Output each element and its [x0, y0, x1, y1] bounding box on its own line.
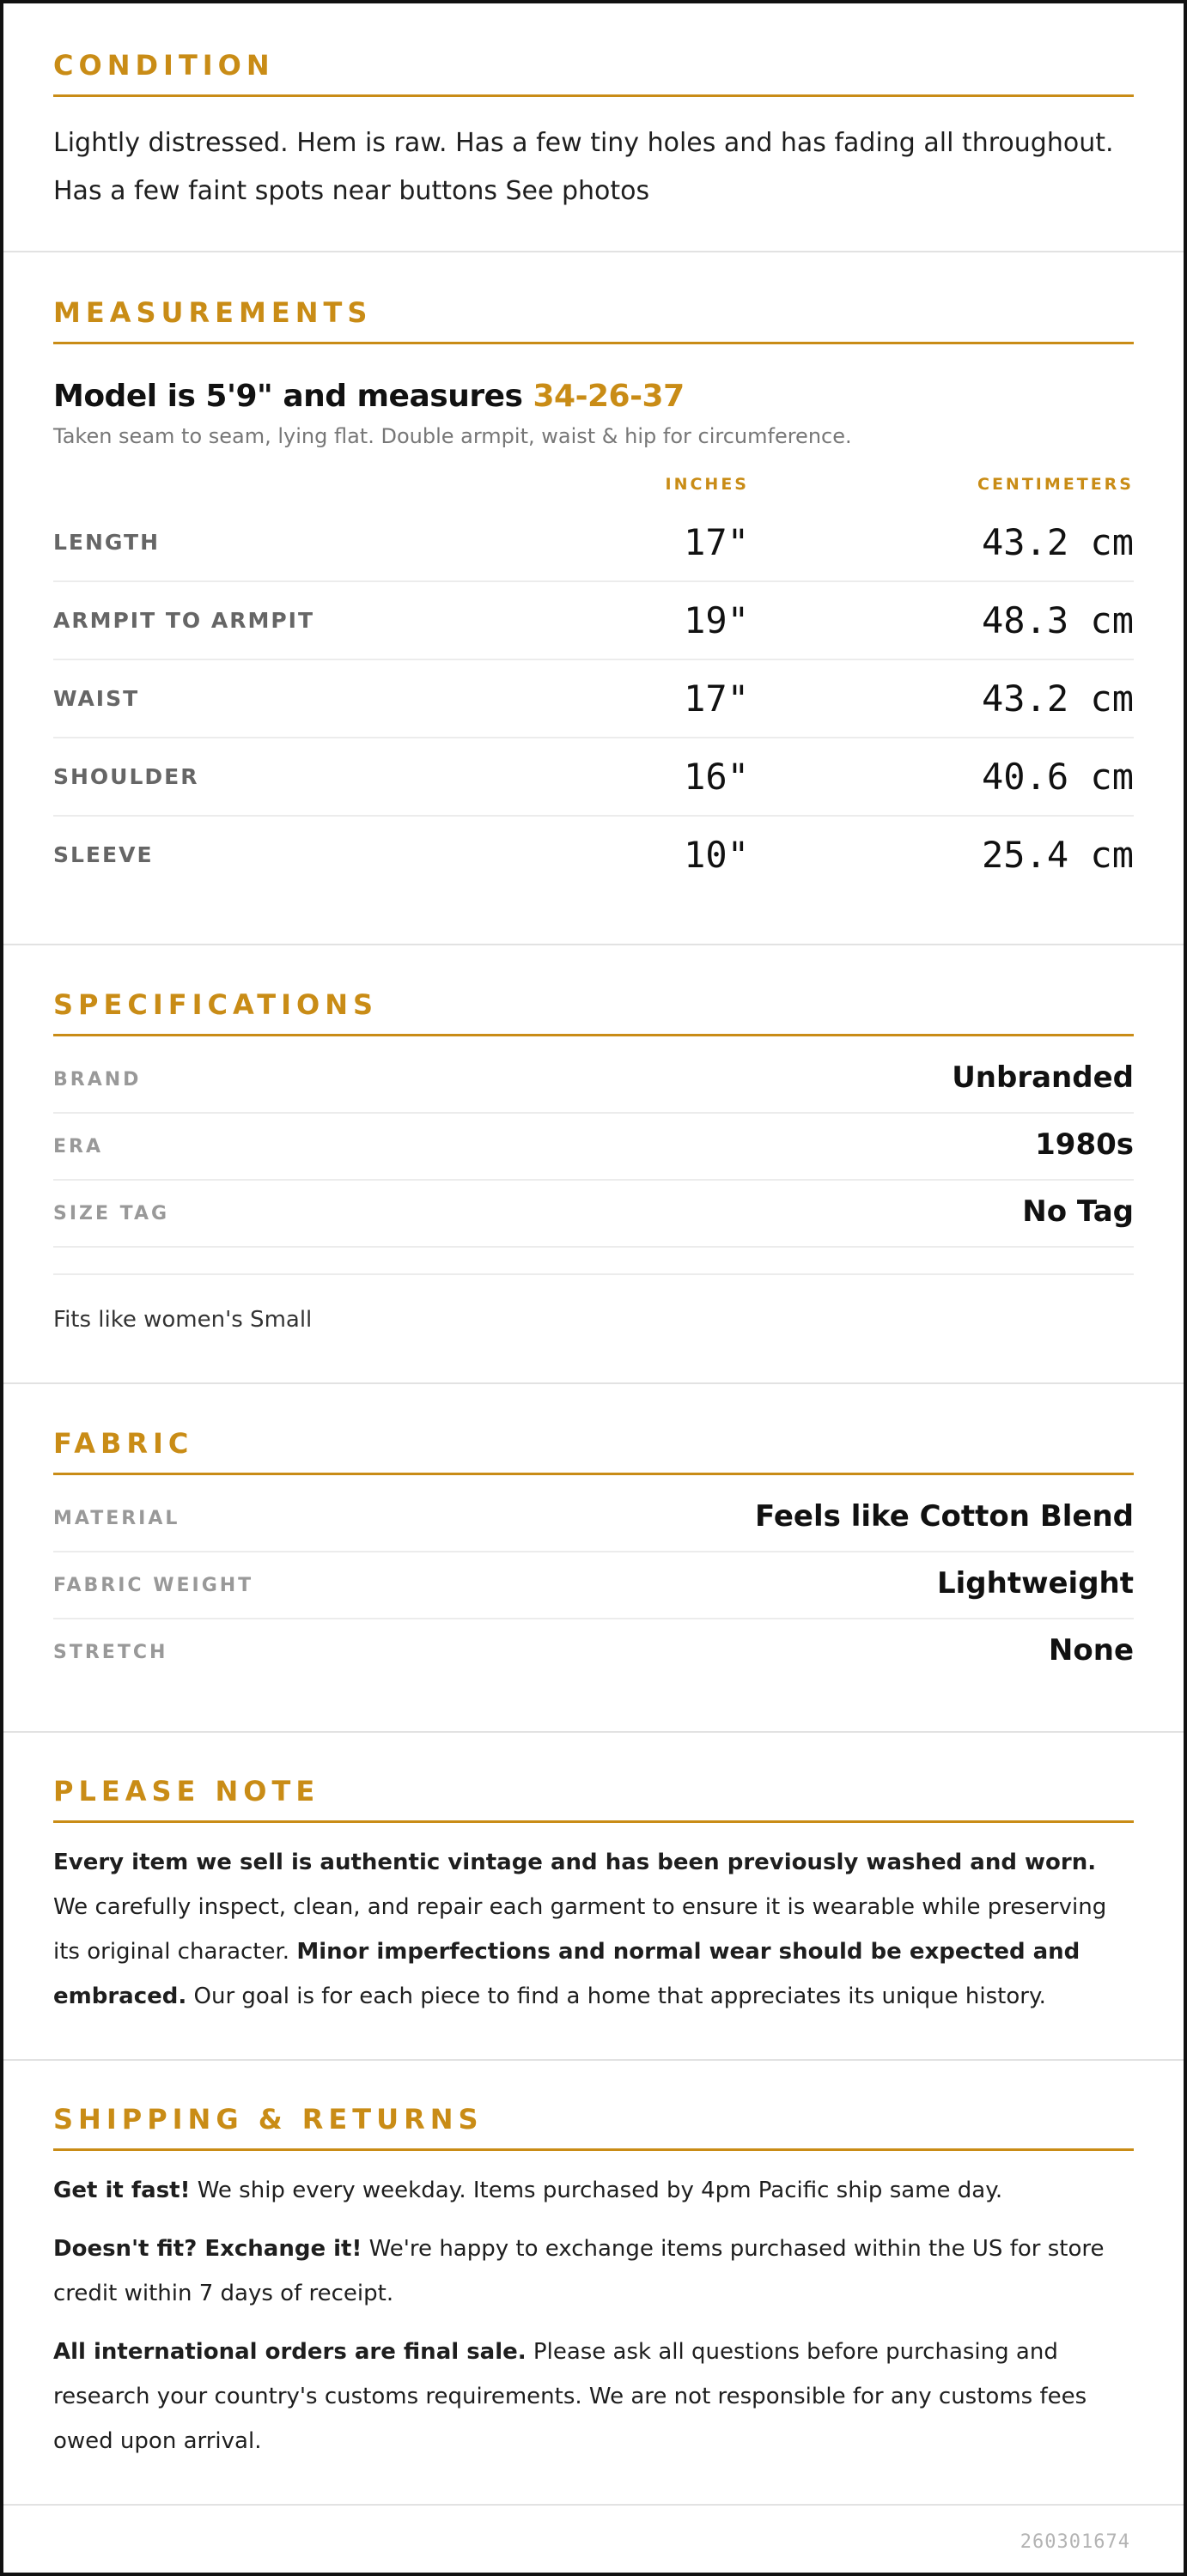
condition-line-2: Has a few faint spots near buttons See photos	[53, 176, 650, 206]
fabric-rule	[53, 1473, 1134, 1475]
measurement-inches: 10"	[684, 834, 749, 876]
spec-label: STRETCH	[53, 1642, 168, 1663]
measurement-row-sleeve	[53, 817, 1134, 895]
measurement-inches: 16"	[684, 756, 749, 798]
shipping-text-1: We ship every weekday. Items purchased by 4pm Pacific ship same day.	[190, 2178, 1003, 2203]
fabric-heading: FABRIC	[53, 1427, 194, 1460]
please-note-text-1: We carefully inspect, clean, and repair each garment to ensure it is wearable while preserving its original character.	[53, 1894, 1107, 1965]
spec-row-era	[53, 1114, 1134, 1181]
condition-section	[3, 48, 1184, 216]
condition-rule	[53, 94, 1134, 97]
section-divider	[3, 1731, 1184, 1733]
specifications-rule	[53, 1034, 1134, 1036]
measurement-cm: 40.6 cm	[981, 756, 1134, 798]
condition-text	[53, 119, 1134, 216]
measurements-heading: MEASUREMENTS	[53, 296, 373, 329]
section-divider	[3, 944, 1184, 945]
spec-value: No Tag	[1022, 1194, 1134, 1229]
measurement-method-note: Taken seam to seam, lying flat. Double armpit, waist & hip for circumference.	[53, 424, 852, 448]
measurement-cm: 25.4 cm	[981, 834, 1134, 876]
measurement-cm: 43.2 cm	[981, 521, 1134, 563]
shipping-bold-1: Get it fast!	[53, 2178, 191, 2203]
section-divider	[3, 2059, 1184, 2061]
measurement-row-length	[53, 504, 1134, 582]
spec-value: None	[1048, 1633, 1134, 1668]
please-note-bold-1: Every item we sell is authentic vintage and has been previously washed and worn.	[53, 1850, 1097, 1875]
spec-label: SIZE TAG	[53, 1203, 170, 1224]
spec-label: MATERIAL	[53, 1508, 180, 1529]
fabric-list	[53, 1485, 1134, 1686]
measurement-label: LENGTH	[53, 530, 160, 555]
measurement-label: SHOULDER	[53, 764, 199, 789]
measurement-label: WAIST	[53, 686, 140, 711]
model-measures: 34-26-37	[533, 379, 685, 414]
shipping-text-3: Please ask all questions before purchasing and research your country's customs requirements. We are not responsible for any customs fees owed upon arrival.	[53, 2339, 1087, 2454]
shipping-paragraph-3	[53, 2330, 1134, 2464]
spec-row-size-tag	[53, 1181, 1134, 1248]
spec-label: ERA	[53, 1136, 103, 1157]
spec-value: Unbranded	[952, 1060, 1134, 1095]
please-note-rule	[53, 1820, 1134, 1823]
section-divider	[3, 2504, 1184, 2506]
fit-note: Fits like women's Small	[53, 1307, 313, 1333]
measurement-label: ARMPIT TO ARMPIT	[53, 608, 315, 633]
measurement-inches: 17"	[684, 677, 749, 720]
measurements-section	[3, 295, 1184, 895]
fabric-row-material	[53, 1485, 1134, 1552]
shipping-text-2: We're happy to exchange items purchased within the US for store credit within 7 days of receipt.	[53, 2236, 1105, 2306]
condition-heading: CONDITION	[53, 49, 275, 82]
spec-label: BRAND	[53, 1069, 142, 1091]
section-divider	[3, 251, 1184, 252]
section-divider	[3, 1382, 1184, 1384]
shipping-bold-3: All international orders are final sale.	[53, 2339, 527, 2365]
measurement-inches: 17"	[684, 521, 749, 563]
shipping-section	[3, 2102, 1184, 2464]
shipping-bold-2: Doesn't fit? Exchange it!	[53, 2236, 362, 2262]
spec-value: 1980s	[1035, 1127, 1134, 1162]
measurement-column-headers	[53, 470, 1134, 504]
please-note-bold-2: Minor imperfections and normal wear should be expected and embraced.	[53, 1939, 1080, 2009]
fabric-section	[3, 1426, 1184, 1686]
inches-column-header: INCHES	[665, 475, 749, 494]
measurement-row-waist	[53, 660, 1134, 738]
shipping-paragraph-1	[53, 2168, 1134, 2213]
measurement-cm: 43.2 cm	[981, 677, 1134, 720]
specifications-list	[53, 1047, 1134, 1248]
centimeters-column-header: CENTIMETERS	[977, 475, 1134, 494]
specifications-section	[3, 987, 1184, 1337]
spec-value: Feels like Cotton Blend	[755, 1499, 1134, 1534]
condition-line-1: Lightly distressed. Hem is raw. Has a few tiny holes and has fading all throughout.	[53, 128, 1114, 158]
fit-note-rule	[53, 1273, 1134, 1275]
measurement-table	[53, 504, 1134, 895]
measurement-row-shoulder	[53, 738, 1134, 817]
product-sku: 260301674	[1020, 2531, 1130, 2553]
please-note-text	[53, 1840, 1134, 2019]
measurement-row-armpit	[53, 582, 1134, 660]
please-note-heading: PLEASE NOTE	[53, 1775, 320, 1807]
measurement-inches: 19"	[684, 599, 749, 641]
fabric-row-weight	[53, 1552, 1134, 1619]
measurements-rule	[53, 342, 1134, 344]
shipping-heading: SHIPPING & RETURNS	[53, 2103, 484, 2136]
spec-row-brand	[53, 1047, 1134, 1114]
spec-value: Lightweight	[936, 1566, 1134, 1601]
shipping-paragraph-2	[53, 2227, 1134, 2316]
measurement-label: SLEEVE	[53, 842, 154, 867]
measurement-cm: 48.3 cm	[981, 599, 1134, 641]
shipping-rule	[53, 2148, 1134, 2151]
model-info	[53, 377, 1134, 416]
fabric-row-stretch	[53, 1619, 1134, 1686]
specifications-heading: SPECIFICATIONS	[53, 988, 379, 1021]
spec-label: FABRIC WEIGHT	[53, 1575, 254, 1596]
please-note-section	[3, 1774, 1184, 2019]
please-note-text-2: Our goal is for each piece to find a home that appreciates its unique history.	[186, 1984, 1046, 2009]
model-info-prefix: Model is 5'9" and measures	[53, 379, 533, 414]
